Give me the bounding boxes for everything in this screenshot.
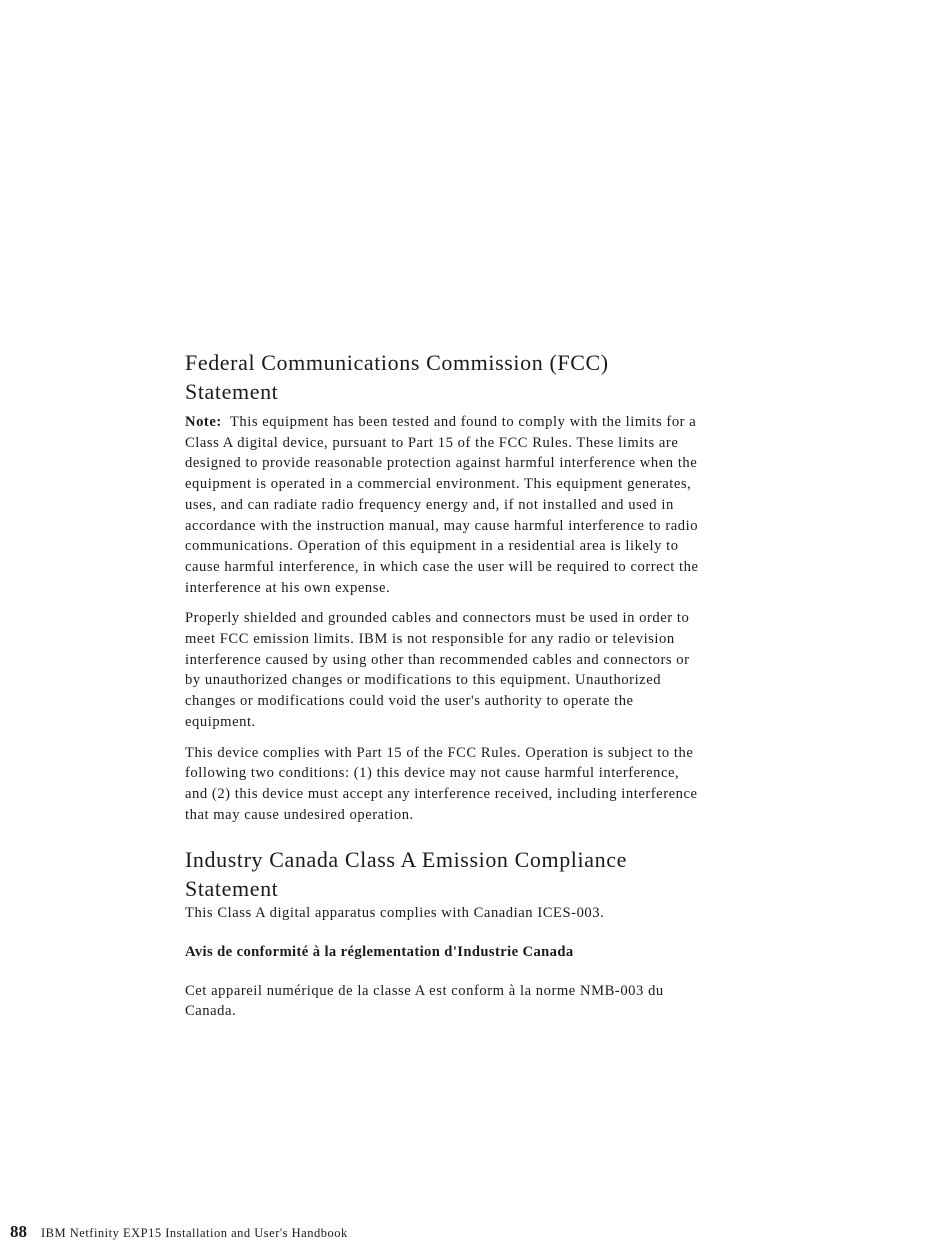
fcc-paragraph-3: This device complies with Part 15 of the FCC Rules. Operation is subject to the following two conditions: (1) this device may not cause harmful interference, and (2) this device must accept any interference received, including interference that may cause undesired operation.: [185, 744, 698, 823]
note-text: This equipment has been tested and found to comply with the limits for a Class A digital device, pursuant to Part 15 of the FCC Rules. These limits are designed to provide reasonable protection against harmful interference when the equipment is operated in a commercial environment. This equipment generates, uses, and can radiate radio frequency energy and, if not installed and used in accordance with the instruction manual, may cause harmful interference to radio communications. Operation of this equipment in a residential area is likely to cause harmful interference, in which case the user will be required to correct the interference at his own expense.: [185, 414, 699, 596]
note-label: Note:: [185, 414, 222, 430]
page-content: [185, 348, 700, 1022]
avis-subheading: Avis de conformité à la réglementation d'Industrie Canada: [185, 944, 574, 961]
industry-canada-heading: Industry Canada Class A Emission Compliance Statement: [185, 847, 627, 902]
fcc-paragraph-2: Properly shielded and grounded cables and connectors must be used in order to meet FCC emission limits. IBM is not responsible for any radio or television interference caused by using other than recommended cables and connectors or by unauthorized changes or modifications to this equipment. Unauthorized changes or modifications could void the user's authority to operate the equipment.: [185, 610, 690, 730]
fcc-note-paragraph: [185, 412, 700, 598]
avis-paragraph: Cet appareil numérique de la classe A est conform à la norme NMB-003 du Canada.: [185, 982, 664, 1020]
page-footer: [10, 1222, 348, 1242]
fcc-heading: Federal Communications Commission (FCC) Statement: [185, 350, 609, 404]
page-number: 88: [10, 1222, 27, 1241]
book-title: IBM Netfinity EXP15 Installation and User's Handbook: [41, 1226, 348, 1240]
industry-canada-paragraph: This Class A digital apparatus complies with Canadian ICES-003.: [185, 905, 605, 922]
